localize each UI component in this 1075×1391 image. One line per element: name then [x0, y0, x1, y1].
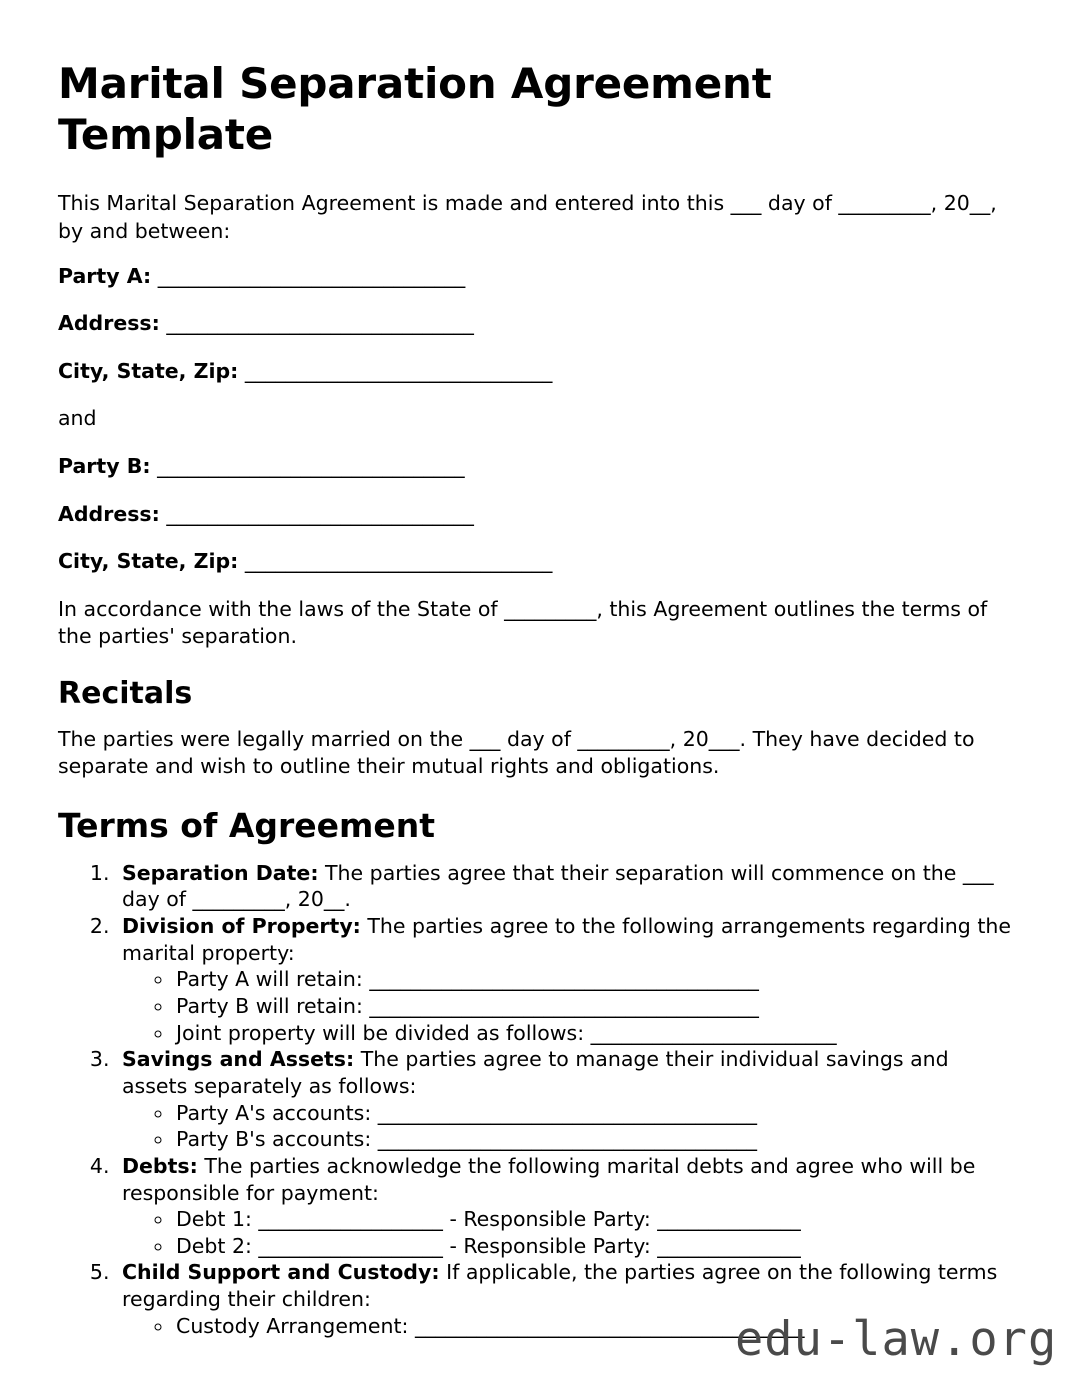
field-blank-city-state-zip-a[interactable]: ______________________________: [244, 358, 553, 383]
recitals-paragraph: The parties were legally married on the ___ day of _________, 20___. They have decided to separate and wish to outline their mutual rights and obligations.: [58, 727, 975, 779]
terms-sub-list-item[interactable]: ◦ Debt 1: __________________ - Responsible Party: ______________: [174, 1206, 1013, 1233]
terms-list-item-body: The parties acknowledge the following marital debts and agree who will be responsible for payment:: [122, 1153, 976, 1205]
field-blank-city-state-zip-b[interactable]: ______________________________: [244, 549, 553, 574]
terms-list: [58, 860, 1013, 1340]
terms-list-item: [116, 860, 1013, 913]
field-blank-address-b[interactable]: ______________________________: [166, 501, 474, 526]
terms-list-item-term: Child Support and Custody:: [122, 1260, 440, 1285]
terms-sub-list-item[interactable]: ◦ Party A's accounts: _____________________________________: [174, 1100, 1013, 1127]
field-label-party-a: Party A:: [58, 263, 152, 288]
terms-list-item-text: [122, 1260, 997, 1311]
field-label-party-b: Party B:: [58, 454, 151, 479]
terms-list-item-text: [122, 1154, 975, 1205]
field-row-city-state-zip-a: [58, 358, 1013, 385]
field-row-party-a: [58, 263, 1013, 290]
conjunction-and: and: [58, 406, 97, 431]
terms-sub-list-item[interactable]: ◦ Debt 2: __________________ - Responsible Party: ______________: [174, 1233, 1013, 1260]
terms-list-item-text: [122, 861, 994, 912]
field-row-address-b: [58, 501, 1013, 528]
page-title: Marital Separation Agreement Template: [58, 59, 772, 160]
terms-list-item-text: [122, 1047, 949, 1098]
intro-paragraph: This Marital Separation Agreement is made and entered into this ___ day of _________, 20__, by and between:: [58, 191, 997, 243]
terms-list-item-body: The parties agree to manage their individual savings and assets separately as follows:: [122, 1047, 949, 1098]
terms-sub-list: [122, 1206, 1013, 1259]
terms-sub-list: [122, 966, 1013, 1046]
terms-sub-list-item[interactable]: ◦ Joint property will be divided as follows: ________________________: [174, 1020, 1013, 1047]
terms-list-item-term: Savings and Assets:: [122, 1047, 355, 1072]
terms-list-item: [116, 1153, 1013, 1260]
document-body: [58, 58, 1013, 1339]
terms-list-item-text: [122, 914, 1011, 965]
field-label-city-state-zip-a: City, State, Zip:: [58, 358, 239, 383]
terms-list-item-body: The parties agree that their separation will commence on the ___ day of _________, 20__.: [122, 860, 994, 912]
field-row-city-state-zip-b: [58, 548, 1013, 575]
site-watermark: edu-law.org: [735, 1312, 1058, 1367]
terms-list-item-term: Division of Property:: [122, 914, 361, 939]
terms-sub-list-item[interactable]: ◦ Party B will retain: ______________________________________: [174, 993, 1013, 1020]
terms-sub-list: [122, 1100, 1013, 1153]
terms-list-item: [116, 913, 1013, 1046]
field-label-address-a: Address:: [58, 311, 160, 336]
terms-sub-list-item[interactable]: ◦ Party B's accounts: _____________________________________: [174, 1126, 1013, 1153]
terms-sub-list-item[interactable]: ◦ Custody Arrangement: ______________________________________: [174, 1313, 1013, 1340]
terms-list-item-term: Debts:: [122, 1153, 198, 1178]
section-heading-terms: Terms of Agreement: [58, 806, 436, 846]
field-row-party-b: [58, 453, 1013, 480]
field-blank-address-a[interactable]: ______________________________: [166, 311, 474, 336]
terms-list-item-body: The parties agree to the following arrangements regarding the marital property:: [122, 914, 1011, 965]
field-label-address-b: Address:: [58, 501, 160, 526]
terms-sub-list-item[interactable]: ◦ Party A will retain: ______________________________________: [174, 966, 1013, 993]
state-law-paragraph: In accordance with the laws of the State of _________, this Agreement outlines the terms of the parties' separation.: [58, 597, 988, 649]
field-row-address-a: [58, 310, 1013, 337]
field-label-city-state-zip-b: City, State, Zip:: [58, 549, 239, 574]
terms-list-item-body: If applicable, the parties agree on the following terms regarding their children:: [122, 1260, 998, 1312]
field-blank-party-a[interactable]: ______________________________: [157, 263, 466, 288]
terms-list-item-term: Separation Date:: [122, 860, 319, 885]
field-blank-party-b[interactable]: ______________________________: [157, 454, 465, 479]
section-heading-recitals: Recitals: [58, 676, 193, 712]
terms-list-item: [116, 1046, 1013, 1153]
